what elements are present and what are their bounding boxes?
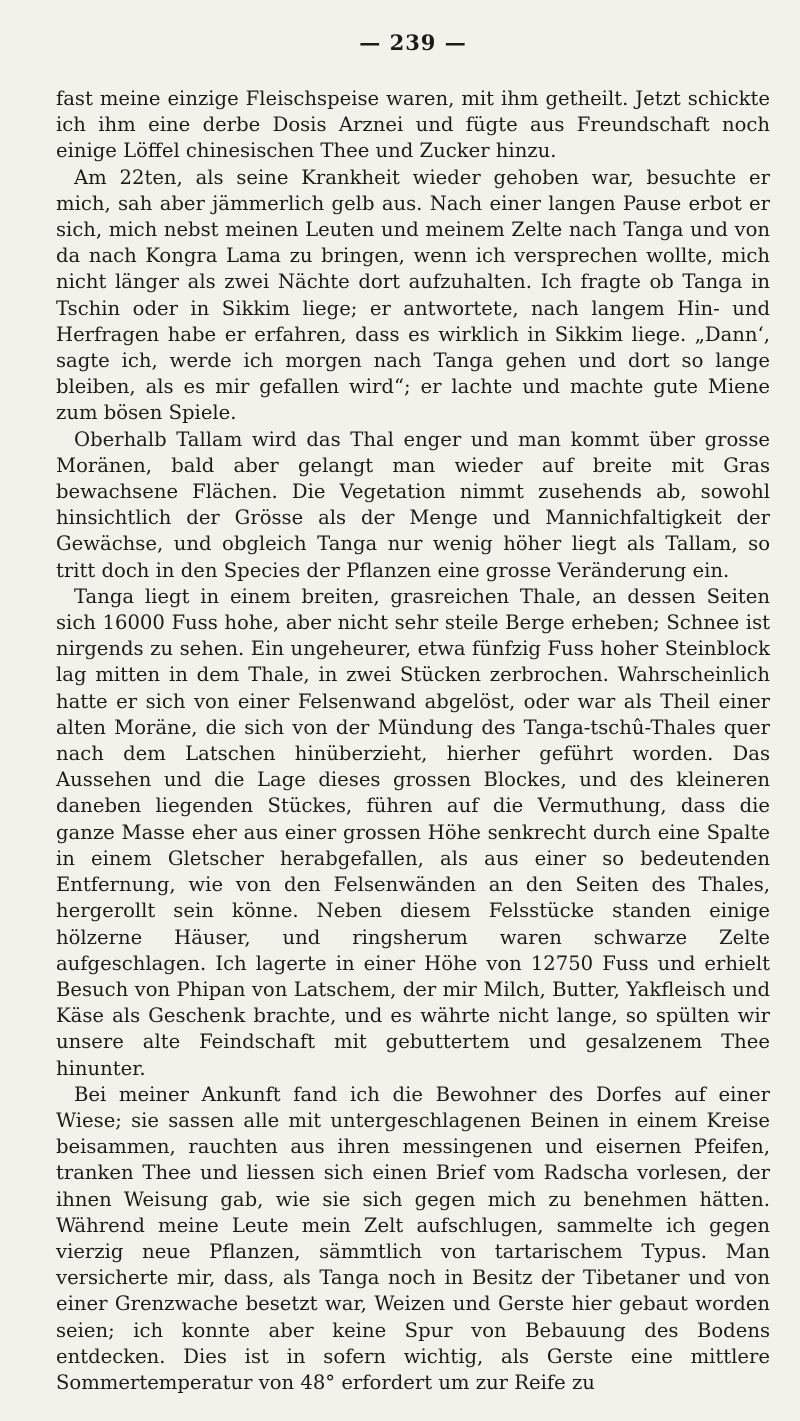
paragraph: Am 22ten, als seine Krankheit wieder gehoben war, besuchte er mich, sah aber jämmerlich gelb aus. Nach einer langen Pause erbot er sich, mich nebst meinen Leuten und meinem Zelte nach Tanga und von da nach Kongra Lama zu bringen, wenn ich versprechen wollte, mich nicht länger als zwei Nächte dort aufzuhalten. Ich fragte ob Tanga in Tschin oder in Sikkim liege; er antwortete, nach langem Hin- und Herfragen habe er erfahren, dass es wirklich in Sikkim liege. „Dann‘, sagte ich, werde ich morgen nach Tanga gehen und dort so lange bleiben, als es mir gefallen wird“; er lachte und machte gute Miene zum bösen Spiele. bbox=[56, 165, 770, 425]
paragraph: Oberhalb Tallam wird das Thal enger und man kommt über grosse Moränen, bald aber gelangt man wieder auf breite mit Gras bewachsene Flächen. Die Vegetation nimmt zusehends ab, sowohl hinsichtlich der Grösse als der Menge und Mannichfaltigkeit der Gewächse, und obgleich Tanga nur wenig höher liegt als Tallam, so tritt doch in den Species der Pflanzen eine grosse Veränderung ein. bbox=[56, 427, 770, 582]
body-text bbox=[56, 86, 770, 1396]
page-number: — 239 — bbox=[359, 30, 467, 55]
paragraph: Bei meiner Ankunft fand ich die Bewohner des Dorfes auf einer Wiese; sie sassen alle mit untergeschlagenen Beinen in einem Kreise beisammen, rauchten aus ihren messingenen und eisernen Pfeifen, tranken Thee und liessen sich einen Brief vom Radscha vorlesen, der ihnen Weisung gab, wie sie sich gegen mich zu benehmen hätten. Während meine Leute mein Zelt aufschlugen, sammelte ich gegen vierzig neue Pflanzen, sämmtlich von tartarischem Typus. Man versicherte mir, dass, als Tanga noch in Besitz der Tibetaner und von einer Grenzwache besetzt war, Weizen und Gerste hier gebaut worden seien; ich konnte aber keine Spur von Bebauung des Bodens entdecken. Dies ist in sofern wichtig, als Gerste eine mittlere Sommertemperatur von 48° erfordert um zur Reife zu bbox=[56, 1082, 770, 1394]
paragraph: Tanga liegt in einem breiten, grasreichen Thale, an dessen Seiten sich 16000 Fuss hohe, aber nicht sehr steile Berge erheben; Schnee ist nirgends zu sehen. Ein ungeheurer, etwa fünfzig Fuss hoher Steinblock lag mitten in dem Thale, in zwei Stücken zerbrochen. Wahrscheinlich hatte er sich von einer Felsenwand abgelöst, oder war als Theil einer alten Moräne, die sich von der Mündung des Tanga-tschû-Thales quer nach dem Latschen hinüberzieht, hierher geführt worden. Das Aussehen und die Lage dieses grossen Blockes, und des kleineren daneben liegenden Stückes, führen auf die Vermuthung, dass die ganze Masse eher aus einer grossen Höhe senkrecht durch eine Spalte in einem Gletscher herabgefallen, als aus einer so bedeutenden Entfernung, wie von den Felsenwänden an den Seiten des Thales, hergerollt sein könne. Neben diesem Felsstücke standen einige hölzerne Häuser, und ringsherum waren schwarze Zelte aufgeschlagen. Ich lagerte in einer Höhe von 12750 Fuss und erhielt Besuch von Phipan von Latschem, der mir Milch, Butter, Yakfleisch und Käse als Geschenk brachte, und es währte nicht lange, so spülten wir unsere alte Feindschaft mit gebuttertem und gesalzenem Thee hinunter. bbox=[56, 584, 770, 1080]
paragraph: fast meine einzige Fleischspeise waren, mit ihm getheilt. Jetzt schickte ich ihm eine derbe Dosis Arznei und fügte aus Freundschaft noch einige Löffel chinesischen Thee und Zucker hinzu. bbox=[56, 87, 770, 163]
